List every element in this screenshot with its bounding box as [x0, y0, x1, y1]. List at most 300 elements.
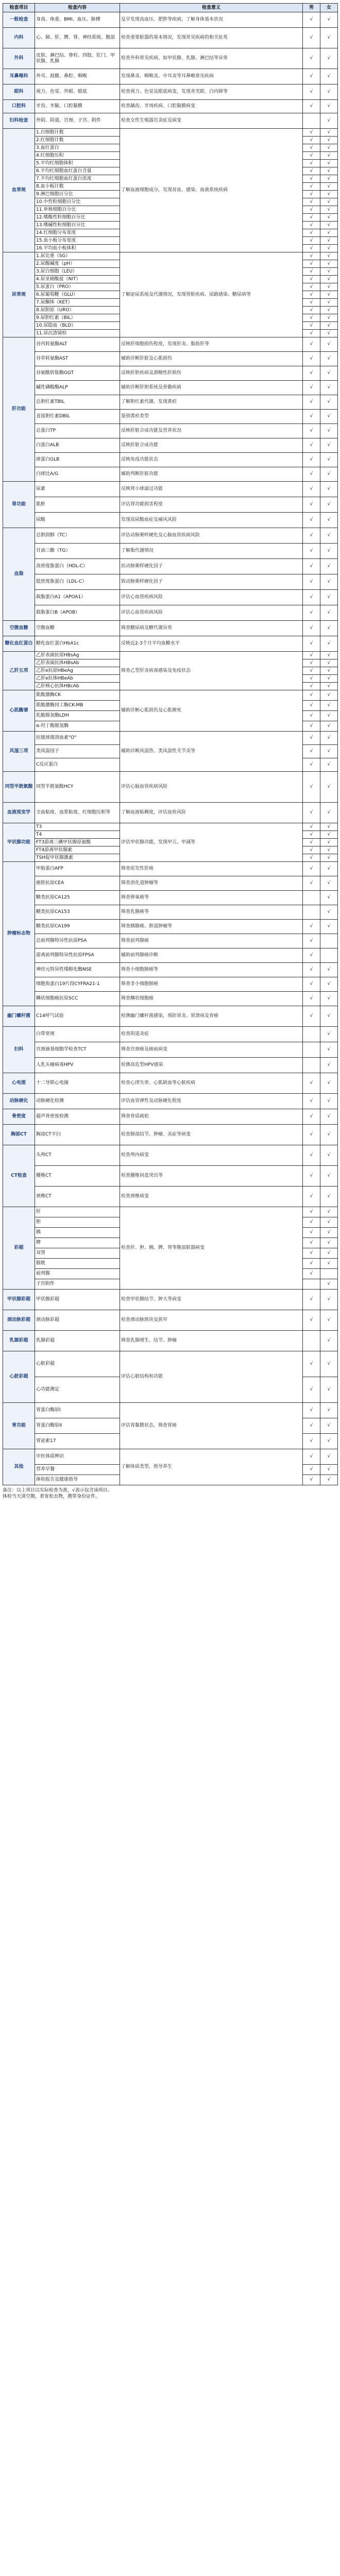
check-mark: √ — [310, 1297, 313, 1302]
male-mark — [303, 831, 320, 839]
description-cell: 及早发现高血压、肥胖等疾病，了解身体基本状况 — [120, 12, 303, 28]
item-cell: 甲状腺彩超 — [35, 1290, 120, 1310]
table-row — [3, 732, 338, 745]
check-mark: √ — [310, 238, 313, 243]
check-mark: √ — [327, 502, 331, 507]
description-cell: 检查阴道炎症 — [120, 1027, 303, 1042]
female-mark — [320, 1269, 338, 1279]
description-cell: 评估肾功能损害程度 — [120, 497, 303, 513]
check-mark: √ — [327, 1230, 331, 1235]
check-mark: √ — [310, 399, 313, 404]
footer-note: 备注：以上项目以实际检查为准，√表示包含该项目。 — [3, 1488, 112, 1493]
check-mark: √ — [310, 1438, 313, 1444]
check-mark: √ — [310, 323, 313, 328]
male-mark — [303, 513, 320, 528]
male-mark — [303, 291, 320, 299]
category-cell: 血常规 — [3, 129, 35, 252]
check-mark: √ — [310, 938, 313, 943]
item-cell: 肌酐 — [35, 497, 120, 513]
male-mark — [303, 876, 320, 891]
female-mark — [320, 690, 338, 701]
check-mark: √ — [310, 160, 313, 166]
check-mark: √ — [327, 675, 331, 681]
item-cell: FT4游离甲状腺素 — [35, 846, 120, 854]
table-row — [3, 772, 338, 803]
male-mark — [303, 701, 320, 711]
table-row — [3, 590, 338, 605]
item-cell: 乙肝表面抗体HBsAb — [35, 659, 120, 667]
check-mark: √ — [327, 191, 331, 197]
check-mark: √ — [310, 104, 313, 109]
check-mark: √ — [327, 1361, 331, 1366]
item-cell: 胃蛋白酶原I — [35, 1403, 120, 1418]
item-cell: 超声骨密度检测 — [35, 1109, 120, 1125]
item-cell: 癌胚抗原CEA — [35, 876, 120, 891]
table-row — [3, 1403, 338, 1418]
female-mark — [320, 337, 338, 352]
female-mark — [320, 934, 338, 948]
male-mark — [303, 260, 320, 268]
item-cell: 2.尿酸碱度（pH） — [35, 260, 120, 268]
category-cell: 妇科 — [3, 1027, 35, 1073]
female-mark — [320, 846, 338, 854]
check-mark: √ — [310, 292, 313, 297]
check-mark: √ — [327, 74, 331, 79]
table-row — [3, 636, 338, 652]
female-mark — [320, 245, 338, 252]
item-cell: 8.血小板计数 — [35, 183, 120, 191]
check-mark: √ — [327, 1338, 331, 1343]
female-mark — [320, 977, 338, 992]
female-mark — [320, 675, 338, 683]
check-mark: √ — [327, 342, 331, 347]
male-mark — [303, 268, 320, 276]
check-mark: √ — [310, 276, 313, 282]
check-mark: √ — [327, 1240, 331, 1245]
male-mark — [303, 1187, 320, 1207]
check-mark: √ — [310, 675, 313, 681]
check-mark: √ — [310, 533, 313, 538]
table-row — [3, 1125, 338, 1145]
check-mark: √ — [310, 253, 313, 259]
check-mark: √ — [327, 56, 331, 61]
table-row — [3, 934, 338, 948]
header-item: 检查内容 — [35, 4, 120, 12]
check-mark: √ — [327, 1250, 331, 1256]
item-cell: 空腹血糖 — [35, 621, 120, 636]
item-cell: 糖类抗原CA125 — [35, 891, 120, 905]
check-mark: √ — [327, 428, 331, 433]
male-mark — [303, 854, 320, 862]
female-mark — [320, 652, 338, 659]
check-mark: √ — [327, 735, 331, 740]
male-mark — [303, 381, 320, 395]
female-mark — [320, 1042, 338, 1058]
female-mark — [320, 1403, 338, 1418]
item-cell: 尿酸 — [35, 513, 120, 528]
check-mark: √ — [327, 880, 331, 886]
female-mark — [320, 862, 338, 876]
item-cell: 牙齿、牙龈、口腔黏膜 — [35, 100, 120, 113]
check-mark: √ — [310, 981, 313, 987]
item-cell: 16.平均血小板体积 — [35, 245, 120, 252]
item-cell: 高密度脂蛋白（HDL-C） — [35, 559, 120, 574]
male-mark — [303, 1269, 320, 1279]
check-mark: √ — [310, 652, 313, 658]
female-mark — [320, 12, 338, 28]
item-cell: 乙肝e抗原HBeAg — [35, 667, 120, 675]
item-cell: 乙肝核心抗体HBcAb — [35, 683, 120, 690]
item-cell: 4.红细胞压积 — [35, 152, 120, 160]
check-mark: √ — [327, 981, 331, 987]
item-cell: 胸部CT平扫 — [35, 1125, 120, 1145]
description-cell: 检测幽门螺杆菌感染，预防胃炎、胃溃疡及胃癌 — [120, 1006, 303, 1027]
category-cell: 耳鼻喉科 — [3, 69, 35, 84]
table-row — [3, 1094, 338, 1109]
check-mark: √ — [327, 284, 331, 290]
female-mark — [320, 276, 338, 283]
table-row — [3, 410, 338, 424]
check-mark: √ — [327, 548, 331, 553]
female-mark — [320, 497, 338, 513]
category-cell: 肝功能 — [3, 337, 35, 482]
item-cell: 谷丙转氨酶ALT — [35, 337, 120, 352]
check-mark: √ — [327, 385, 331, 390]
female-mark — [320, 152, 338, 160]
item-cell: 9.淋巴细胞百分比 — [35, 191, 120, 198]
description-cell: 辅助诊断风湿热、类风湿性关节炎等 — [120, 732, 303, 772]
table-row — [3, 1027, 338, 1042]
check-mark: √ — [310, 191, 313, 197]
description-cell: 辅助诊断肝脏及心肌损伤 — [120, 352, 303, 366]
table-row — [3, 528, 338, 544]
table-row — [3, 1006, 338, 1027]
check-mark: √ — [327, 486, 331, 492]
female-mark — [320, 636, 338, 652]
check-mark: √ — [310, 315, 313, 320]
item-cell: 白球比A/G — [35, 467, 120, 482]
female-mark — [320, 28, 338, 48]
check-mark: √ — [310, 855, 313, 860]
check-mark: √ — [310, 457, 313, 462]
check-mark: √ — [310, 1230, 313, 1235]
category-cell: 骨密度 — [3, 1109, 35, 1125]
check-mark: √ — [310, 342, 313, 347]
female-mark — [320, 1290, 338, 1310]
female-mark — [320, 1465, 338, 1475]
female-mark — [320, 299, 338, 307]
item-cell: 糖化血红蛋白HbA1c — [35, 636, 120, 652]
item-cell: 11.单核细胞百分比 — [35, 206, 120, 214]
male-mark — [303, 683, 320, 690]
male-mark — [303, 905, 320, 920]
male-mark — [303, 100, 320, 113]
category-cell: 糖化血红蛋白 — [3, 636, 35, 652]
check-mark: √ — [327, 839, 331, 845]
item-cell: 头颅CT — [35, 1145, 120, 1166]
check-mark: √ — [310, 199, 313, 205]
check-mark: √ — [310, 996, 313, 1001]
male-mark — [303, 183, 320, 191]
female-mark — [320, 574, 338, 590]
female-mark — [320, 823, 338, 831]
check-mark: √ — [310, 839, 313, 845]
item-cell: 视力、色觉、外眼、眼底 — [35, 84, 120, 100]
male-mark — [303, 574, 320, 590]
check-mark: √ — [310, 735, 313, 740]
female-mark — [320, 1377, 338, 1403]
item-cell: 直接胆红素DBIL — [35, 410, 120, 424]
category-cell: 心脏彩超 — [3, 1351, 35, 1403]
check-mark: √ — [310, 1454, 313, 1459]
check-mark: √ — [327, 268, 331, 274]
female-mark — [320, 214, 338, 222]
item-cell: 尿素 — [35, 482, 120, 497]
table-row — [3, 28, 338, 48]
male-mark — [303, 690, 320, 701]
check-mark: √ — [327, 370, 331, 376]
header-male: 男 — [303, 4, 320, 12]
check-mark: √ — [310, 299, 313, 305]
table-row — [3, 891, 338, 905]
female-mark — [320, 48, 338, 69]
check-mark: √ — [310, 176, 313, 181]
description-cell: 筛查鳞状细胞癌 — [120, 992, 303, 1006]
item-cell: 甘油三酯（TG） — [35, 544, 120, 559]
table-row — [3, 862, 338, 876]
male-mark — [303, 113, 320, 129]
male-mark — [303, 237, 320, 245]
female-mark — [320, 482, 338, 497]
item-cell: 动脉硬化检测 — [35, 1094, 120, 1109]
description-cell: 筛查乙型肝炎病毒感染及免疫状态 — [120, 652, 303, 690]
check-mark: √ — [327, 330, 331, 336]
item-cell: 抗链球菌溶血素"O" — [35, 732, 120, 745]
check-mark: √ — [310, 152, 313, 158]
check-mark: √ — [310, 56, 313, 61]
check-mark: √ — [327, 1438, 331, 1444]
check-mark: √ — [327, 1467, 331, 1472]
check-mark: √ — [310, 1114, 313, 1119]
description-cell: 筛查糖尿病及糖代谢异常 — [120, 621, 303, 636]
male-mark — [303, 69, 320, 84]
category-cell: 外科 — [3, 48, 35, 69]
check-mark: √ — [310, 953, 313, 958]
table-row — [3, 876, 338, 891]
table-row — [3, 977, 338, 992]
check-mark: √ — [310, 1013, 313, 1019]
table-row — [3, 497, 338, 513]
item-cell: 糖类抗原CA153 — [35, 905, 120, 920]
male-mark — [303, 175, 320, 183]
check-mark: √ — [310, 1317, 313, 1323]
female-mark — [320, 905, 338, 920]
male-mark — [303, 1248, 320, 1259]
check-mark: √ — [327, 152, 331, 158]
male-mark — [303, 438, 320, 453]
check-mark: √ — [310, 145, 313, 150]
female-mark — [320, 307, 338, 314]
item-cell: 宫颈液基细胞学检查TCT — [35, 1042, 120, 1058]
female-mark — [320, 1217, 338, 1228]
table-row — [3, 395, 338, 410]
table-row — [3, 69, 338, 84]
description-cell: 评估动脉粥样硬化及心脑血管疾病风险 — [120, 528, 303, 544]
check-mark: √ — [327, 832, 331, 837]
check-mark: √ — [327, 1080, 331, 1086]
check-mark: √ — [310, 1250, 313, 1256]
female-mark — [320, 252, 338, 260]
description-cell: 辅助前列腺癌诊断 — [120, 948, 303, 963]
description-cell: 检查颅内病变 — [120, 1145, 303, 1166]
check-mark: √ — [327, 253, 331, 259]
item-cell: 游离前列腺特异性抗原FPSA — [35, 948, 120, 963]
check-mark: √ — [310, 1423, 313, 1428]
check-mark: √ — [310, 261, 313, 266]
male-mark — [303, 862, 320, 876]
check-mark: √ — [327, 1194, 331, 1199]
female-mark — [320, 839, 338, 846]
description-cell: 筛查乳腺增生、结节、肿瘤 — [120, 1331, 303, 1351]
check-mark: √ — [327, 683, 331, 689]
female-mark — [320, 291, 338, 299]
check-mark: √ — [327, 207, 331, 212]
female-mark — [320, 711, 338, 721]
check-mark: √ — [327, 824, 331, 829]
item-cell: 心脏彩超 — [35, 1351, 120, 1377]
check-mark: √ — [327, 238, 331, 243]
check-mark: √ — [327, 222, 331, 228]
item-cell: 前列腺 — [35, 1269, 120, 1279]
check-mark: √ — [310, 89, 313, 94]
check-mark: √ — [310, 1261, 313, 1266]
male-mark — [303, 544, 320, 559]
male-mark — [303, 1465, 320, 1475]
male-mark — [303, 590, 320, 605]
description-cell: 检测高危型HPV感染 — [120, 1058, 303, 1073]
item-cell: 总前列腺特异性抗原PSA — [35, 934, 120, 948]
female-mark — [320, 559, 338, 574]
male-mark — [303, 206, 320, 214]
female-mark — [320, 229, 338, 237]
check-mark: √ — [327, 703, 331, 708]
description-cell: 筛查小细胞肺癌等 — [120, 963, 303, 977]
description-cell: 评估心血管疾病风险 — [120, 590, 303, 605]
female-mark — [320, 1058, 338, 1073]
table-body — [3, 12, 338, 1485]
item-cell: 低密度脂蛋白（LDL-C） — [35, 574, 120, 590]
check-mark: √ — [327, 1423, 331, 1428]
description-cell: 辅助诊断肝胆系统及骨骼疾病 — [120, 381, 303, 395]
check-mark: √ — [310, 214, 313, 220]
female-mark — [320, 1125, 338, 1145]
exam-table — [3, 3, 338, 1485]
check-mark: √ — [310, 595, 313, 600]
table-row — [3, 574, 338, 590]
item-cell: 10.尿隐血（BLD） — [35, 322, 120, 330]
male-mark — [303, 467, 320, 482]
male-mark — [303, 283, 320, 291]
table-row — [3, 100, 338, 113]
category-cell: 动脉硬化 — [3, 1094, 35, 1109]
description-cell: 检查重要脏器的基本情况，发现常见疾病的相关征兆 — [120, 28, 303, 48]
check-mark: √ — [310, 486, 313, 492]
female-mark — [320, 1449, 338, 1465]
female-mark — [320, 268, 338, 276]
item-cell: 谷草转氨酶AST — [35, 352, 120, 366]
check-mark: √ — [310, 967, 313, 972]
category-cell: 妇科检查 — [3, 113, 35, 129]
male-mark — [303, 1217, 320, 1228]
check-mark: √ — [310, 268, 313, 274]
female-mark — [320, 144, 338, 152]
check-mark: √ — [310, 810, 313, 815]
male-mark — [303, 711, 320, 721]
male-mark — [303, 992, 320, 1006]
item-cell: 人乳头瘤病毒HPV — [35, 1058, 120, 1073]
check-mark: √ — [310, 683, 313, 689]
female-mark — [320, 467, 338, 482]
item-cell: 白带常规 — [35, 1027, 120, 1042]
table-row — [3, 1290, 338, 1310]
check-mark: √ — [310, 548, 313, 553]
female-mark — [320, 424, 338, 438]
item-cell: 谷氨酰转肽酶GGT — [35, 366, 120, 381]
male-mark — [303, 12, 320, 28]
male-mark — [303, 366, 320, 381]
description-cell: 筛查原发性肝癌 — [120, 862, 303, 876]
check-mark: √ — [327, 866, 331, 871]
female-mark — [320, 84, 338, 100]
check-mark: √ — [310, 564, 313, 569]
category-cell: 甲状腺彩超 — [3, 1290, 35, 1310]
description-cell: 筛查消化道肿瘤等 — [120, 876, 303, 891]
female-mark — [320, 513, 338, 528]
category-cell: 口腔科 — [3, 100, 35, 113]
description-cell: 评估甲状腺功能，发现甲亢、甲减等 — [120, 823, 303, 862]
check-mark: √ — [310, 579, 313, 584]
item-cell: 乙肝e抗体HBeAb — [35, 675, 120, 683]
header-category: 检查项目 — [3, 4, 35, 12]
table-row — [3, 467, 338, 482]
item-cell: 15.血小板分布宽度 — [35, 237, 120, 245]
female-mark — [320, 1187, 338, 1207]
female-mark — [320, 1259, 338, 1269]
male-mark — [303, 1073, 320, 1094]
female-mark — [320, 590, 338, 605]
male-mark — [303, 137, 320, 144]
check-mark: √ — [310, 370, 313, 376]
description-cell: 筛查宫颈癌及癌前病变 — [120, 1042, 303, 1058]
check-mark: √ — [310, 749, 313, 754]
header-description: 检查意义 — [120, 4, 303, 12]
table-row — [3, 905, 338, 920]
item-cell: 同型半胱氨酸HCY — [35, 772, 120, 803]
item-cell: 白蛋白ALB — [35, 438, 120, 453]
check-mark: √ — [327, 176, 331, 181]
category-cell: 风湿三项 — [3, 732, 35, 772]
male-mark — [303, 152, 320, 160]
table-row — [3, 1058, 338, 1073]
female-mark — [320, 366, 338, 381]
male-mark — [303, 410, 320, 424]
check-mark: √ — [327, 564, 331, 569]
category-cell: 血液流变学 — [3, 803, 35, 823]
description-cell: 筛查乳腺癌等 — [120, 905, 303, 920]
check-mark: √ — [327, 17, 331, 22]
category-cell: 肾功能 — [3, 482, 35, 528]
table-row — [3, 337, 338, 352]
